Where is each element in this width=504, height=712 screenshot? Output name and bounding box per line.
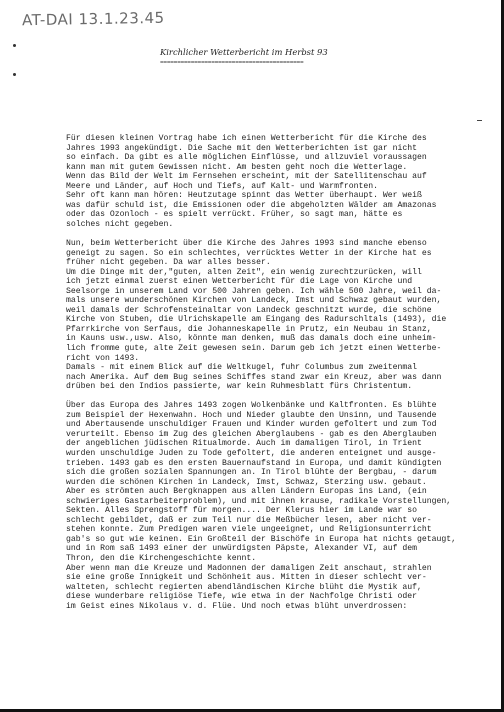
text-line: Aber es strömten auch Bergknappen aus allen Ländern Europas ins Land, (ein — [66, 487, 427, 497]
punch-mark — [13, 44, 16, 47]
text-line: gab's so gut wie keinen. Ein Großteil der Bischöfe in Europa hat nichts getaugt, — [66, 534, 457, 544]
text-line: Meere und Länder, auf Hoch und Tiefs, auf Kalt- und Warmfronten. — [66, 181, 379, 191]
text-line: Sehr oft kann man hören: Heutzutage spinnt das Wetter überhaupt. Wer weiß — [66, 191, 422, 201]
archive-stamp: AT-DAI 13.1.23.45 — [21, 8, 165, 30]
text-line: und Abertausende unschuldiger Frauen und Kinder wurden gefoltert und zum Tod — [66, 420, 437, 430]
text-line: was dafür schuld ist, die Emissionen oder die abgeholzten Wälder am Amazonas — [66, 200, 437, 210]
punch-mark — [13, 73, 16, 76]
text-line: schlecht gebildet, daß er zum Teil nur die Meßbücher lesen, aber nicht ver- — [66, 515, 432, 525]
text-line: walteten, schlecht regierten abendländischen Kirche blüht die Mystik auf, — [66, 582, 422, 592]
text-line: in Kauns usw.,usw. Also, könnte man denken, muß das damals doch eine unheim- — [66, 334, 437, 344]
margin-tick — [477, 120, 482, 121]
text-line: Aber wenn man die Kreuze und Madonnen der damaligen Zeit anschaut, strahlen — [66, 563, 432, 573]
text-line: Pfarrkirche von Serfaus, die Johanneskapelle in Prutz, ein Neubau in Stanz, — [66, 324, 432, 334]
text-line: Nun, beim Wetterbericht über die Kirche des Jahres 1993 sind manche ebenso — [66, 238, 427, 248]
text-line: trieben. 1493 gab es den ersten Bauernaufstand in Europa, und damit kündigten — [66, 458, 442, 468]
document-title: Kirchlicher Wetterbericht im Herbst 93 — [160, 47, 328, 57]
paragraph — [66, 401, 476, 611]
document-body — [66, 134, 476, 621]
text-line: wurden unschuldige Juden zu Tode gefoltert, die anderen enteignet und ausge- — [66, 448, 437, 458]
paragraph — [66, 134, 476, 229]
text-line: Jahres 1993 angekündigt. Die Sache mit den Wetterberichten ist gar nicht — [66, 143, 418, 153]
text-line: Seelsorge in unserem Land vor 500 Jahren geben. Ich wähle 500 Jahre, weil da- — [66, 286, 442, 296]
text-line: sie eine große Innigkeit und Schönheit aus. Mitten in dieser schlecht ver- — [66, 573, 427, 583]
text-line: zum Beispiel der Hexenwahn. Hoch und Nieder glaubte den Unsinn, und Tausende — [66, 410, 437, 420]
text-line: lich fromme gute, alte Zeit gewesen sein. Darum geb ich jetzt einen Wetterbe- — [66, 343, 442, 353]
text-line: solches nicht gegeben. — [66, 219, 174, 229]
title-block — [160, 47, 380, 66]
text-line: drüben bei den Indios passierte, war kein Ruhmesblatt fürs Christentum. — [66, 382, 413, 392]
text-line: schwieriges Gastarbeiterproblem), und mit ihnen krause, radikale Vorstellungen, — [66, 496, 452, 506]
text-line: Kirche von Stuben, die Ulrichskapelle am Eingang des Radurschltals (1493), die — [66, 315, 447, 325]
text-line: verurteilt. Ebenso im Zug des gleichen Aberglaubens - gab es den Aberglauben — [66, 429, 437, 439]
text-line: Um die Dinge mit der,"guten, alten Zeit", ein wenig zurechtzurücken, will — [66, 267, 422, 277]
text-line: diese wunderbare religiöse Tiefe, wie etwa in der Nachfolge Christi oder — [66, 592, 418, 602]
text-line: sich die großen sozialen Spannungen an. In Tirol blühte der Bergbau, - darum — [66, 468, 437, 478]
text-line: der angeblichen jüdischen Ritualmorde. Auch im damaligen Tirol, in Trient — [66, 439, 422, 449]
text-line: im Geist eines Nikolaus v. d. Flüe. Und noch etwas blüht unverdrossen: — [66, 601, 408, 611]
text-line: ich jetzt einmal zuerst einen Wetterbericht für die Lage von Kirche und — [66, 277, 413, 287]
text-line: weil damals der Schrofensteinaltar von Landeck geschnitzt wurde, die schöne — [66, 305, 432, 315]
text-line: richt von 1493. — [66, 353, 140, 363]
text-line: Sekten. Alles Sprengstoff für morgen.... Der Klerus hier im Lande war so — [66, 506, 418, 516]
text-line: Wenn das Bild der Welt im Fernsehen erscheint, mit der Satellitenschau auf — [66, 172, 427, 182]
text-line: wurden die schönen Kirchen in Landeck, Imst, Schwaz, Sterzing usw. gebaut. — [66, 477, 427, 487]
text-line: mals unsere wunderschönen Kirchen von Landeck, Imst und Schwaz gebaut wurden, — [66, 296, 442, 306]
text-line: Für diesen kleinen Vortrag habe ich einen Wetterbericht für die Kirche des — [66, 134, 427, 143]
text-line: so einfach. Da gibt es alle möglichen Einflüsse, und allzuviel voraussagen — [66, 153, 427, 163]
text-line: Thron, den die Kirchengeschichte kennt. — [66, 553, 257, 563]
text-line: kann man mit gutem Gewissen nicht. Am besten geht noch die Wetterlage. — [66, 162, 408, 172]
text-line: und in Rom saß 1493 einer der unwürdigsten Päpste, Alexander VI, auf dem — [66, 544, 418, 554]
paragraph — [66, 239, 476, 392]
text-line: Damals - mit einem Blick auf die Weltkugel, fuhr Columbus zum zweitenmal — [66, 363, 418, 373]
text-line: Über das Europa des Jahres 1493 zogen Wolkenbänke und Kaltfronten. Es blühte — [66, 401, 437, 411]
text-line: geneigt zu sagen. So ein schlechtes, verrücktes Wetter in der Kirche hat es — [66, 248, 432, 258]
text-line: früher nicht gegeben. Da war alles besser. — [66, 258, 271, 268]
text-line: stehen konnte. Zum Predigen waren viele ungeeignet, und Religionsunterricht — [66, 525, 432, 535]
text-line: nach Amerika. Auf dem Bug seines Schiffes stand zwar ein Kreuz, aber was dann — [66, 372, 442, 382]
text-line: oder das Ozonloch - es spielt verrückt. Früher, so sagt man, hätte es — [66, 210, 403, 220]
title-underline: ========================================== — [160, 59, 304, 66]
